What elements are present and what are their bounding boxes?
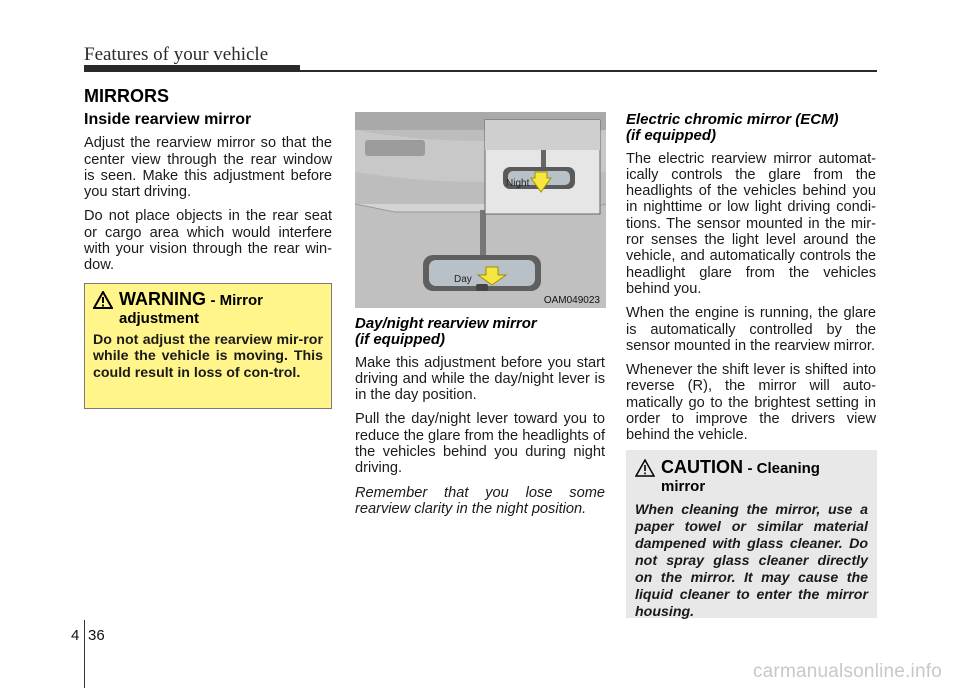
day-night-heading-line1: Day/night rearview mirror	[355, 315, 537, 332]
caution-header	[635, 458, 868, 496]
chapter-number: 4	[71, 627, 80, 644]
inside-rearview-mirror-heading: Inside rearview mirror	[84, 111, 252, 128]
caution-body: When cleaning the mirror, use a paper towel or similar material dampened with glass cleaner. Do not spray glass cleaner directly on the mirror. It may cause the liquid cleaner to enter the mirror housing.	[635, 502, 868, 620]
col2-paragraph: Pull the day/night lever toward you to reduce the glare from the headlights of the vehicles behind you during night driving.	[355, 411, 605, 477]
ecm-heading-line1: Electric chromic mirror (ECM)	[626, 111, 839, 128]
ecm-heading	[626, 112, 876, 145]
warning-body: Do not adjust the rearview mir-ror while the vehicle is moving. This could result in loss of con-trol.	[93, 332, 323, 381]
caution-triangle-icon	[635, 459, 655, 477]
chapter-title: Features of your vehicle	[84, 44, 269, 65]
watermark: carmanualsonline.info	[752, 661, 942, 682]
col3-paragraph: Whenever the shift lever is shifted into reverse (R), the mirror will auto-matically go to the brightest setting in order to improve the drivers view behind the vehicle.	[626, 362, 876, 444]
col1-paragraph: Do not place objects in the rear seat or cargo area which would interfere with your vision through the rear win-dow.	[84, 208, 332, 274]
warning-title: WARNING	[119, 289, 206, 309]
column-inside-rearview-mirror	[84, 112, 332, 282]
day-night-heading-line2: (if equipped)	[355, 331, 445, 349]
warning-subtitle: - Mirror adjustment	[119, 292, 263, 327]
col3-paragraph: The electric rearview mirror automat-ically controls the glare from the headlights of the vehicles behind you in nighttime or low light driving condi-tions. The sensor mounted in the mir-ror senses the light level around the vehicle, and automatically controls the headlight glare from the vehicles behind you.	[626, 150, 876, 297]
day-night-mirror-heading	[355, 316, 605, 349]
figure-caption: OAM049023	[543, 295, 600, 306]
night-label: Night	[506, 178, 530, 189]
column-electric-chromic-mirror	[626, 112, 876, 452]
rearview-mirror-figure	[355, 112, 606, 308]
caution-subtitle: - Cleaning mirror	[661, 460, 820, 495]
ecm-heading-line2: (if equipped)	[626, 127, 716, 145]
col2-paragraph: Make this adjustment before you start driving and while the day/night lever is in the day position.	[355, 354, 605, 404]
column-day-night-mirror	[355, 316, 605, 525]
warning-box	[84, 283, 332, 409]
header-rule-thick	[84, 65, 300, 72]
col3-paragraph: When the engine is running, the glare is automatically controlled by the sensor mounted in the rearview mirror.	[626, 305, 876, 354]
page-number-divider	[84, 620, 85, 688]
section-title: MIRRORS	[84, 86, 169, 106]
rearview-mirror-illustration	[355, 112, 606, 308]
header-rule-thin	[300, 70, 877, 72]
col1-paragraph: Adjust the rearview mirror so that the center view through the rear window is seen. Make this adjustment before you start driving.	[84, 135, 332, 201]
day-label: Day	[454, 274, 472, 285]
warning-triangle-icon	[93, 291, 113, 309]
warning-header	[93, 290, 323, 328]
col2-italic-note: Remember that you lose some rearview clarity in the night position.	[355, 484, 605, 517]
caution-box	[626, 450, 877, 618]
page-number: 36	[88, 627, 105, 644]
caution-title: CAUTION	[661, 457, 743, 477]
